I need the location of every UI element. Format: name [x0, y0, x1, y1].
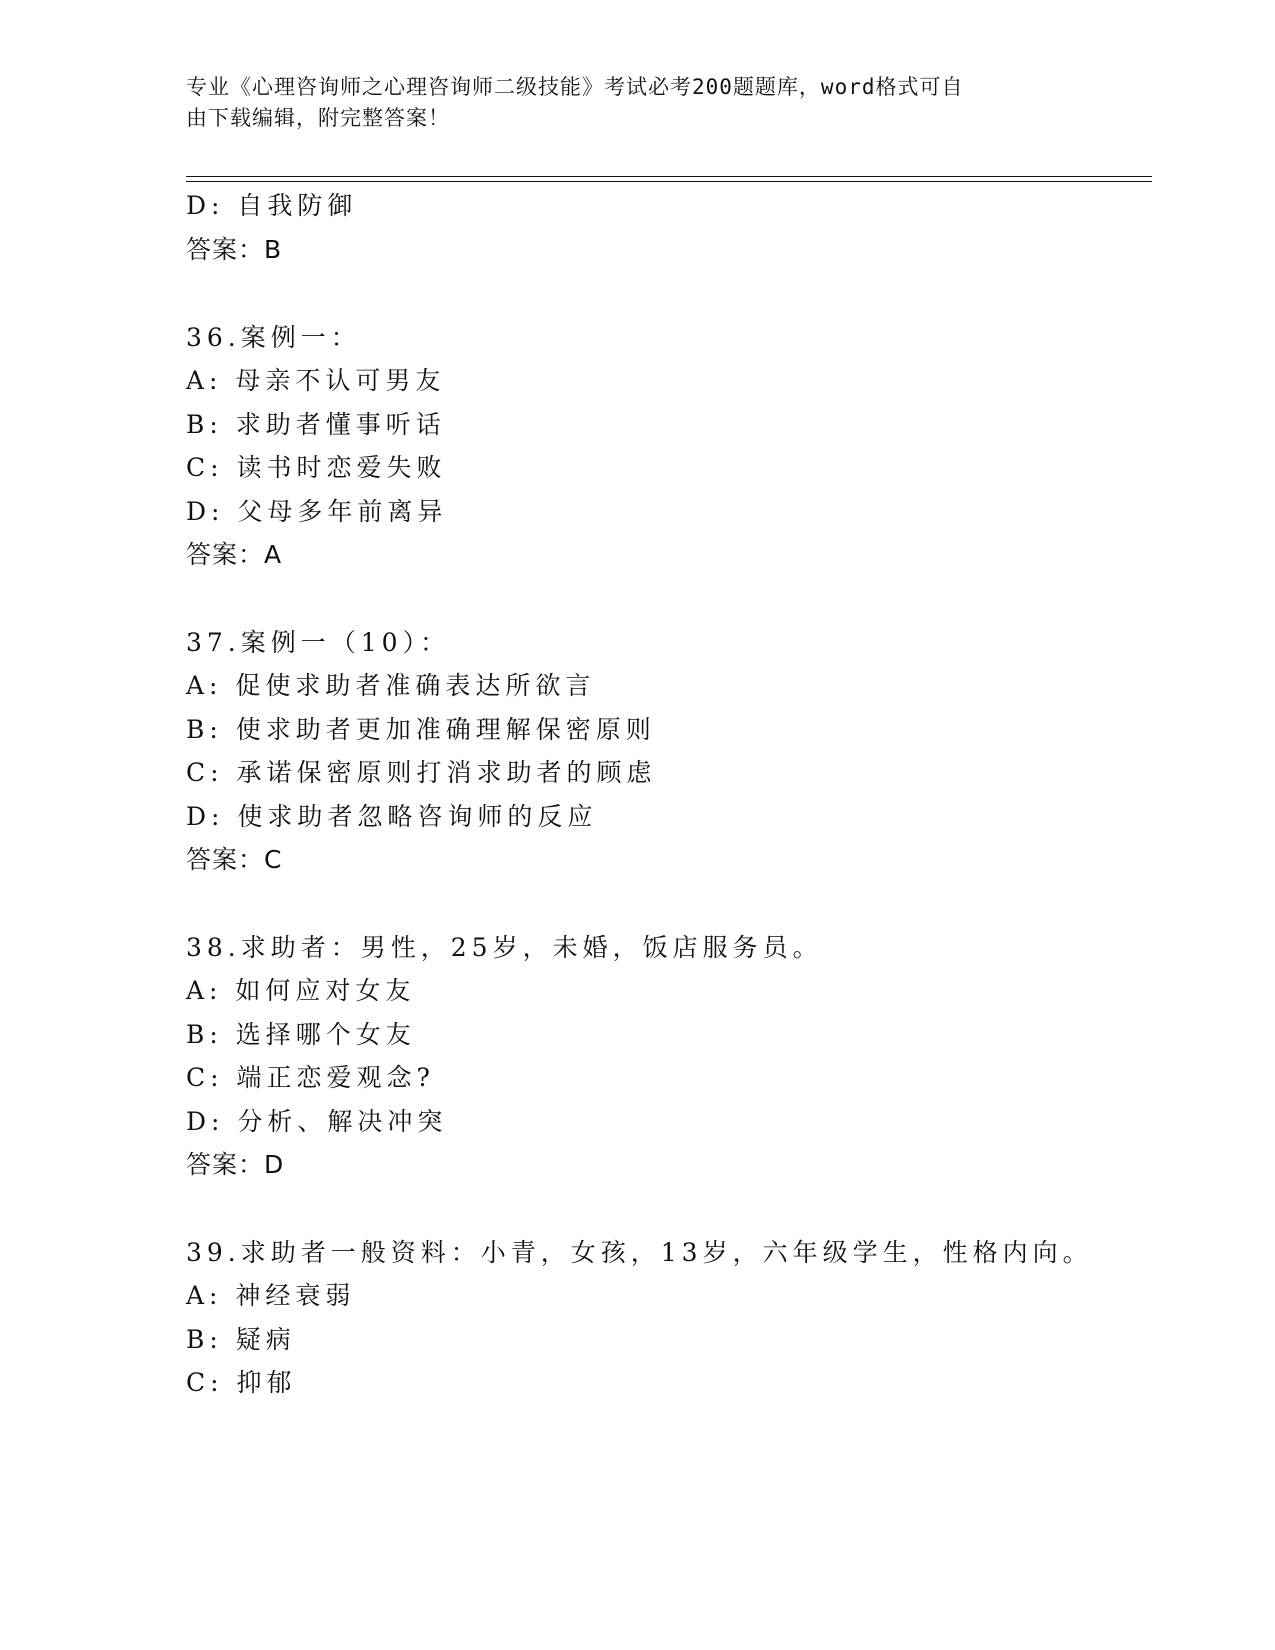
option-a: A: 促使求助者准确表达所欲言 — [186, 671, 596, 700]
option-b: B: 疑病 — [186, 1325, 296, 1354]
option-d: D: 分析、解决冲突 — [186, 1107, 448, 1136]
option-b: B: 使求助者更加准确理解保密原则 — [186, 715, 656, 744]
question-stem: 39.求助者一般资料：小青，女孩，13岁，六年级学生，性格内向。 — [186, 1238, 1093, 1267]
answer-line: 答案：B — [186, 235, 283, 264]
answer-line: 答案：C — [186, 845, 283, 874]
option-d: D: 自我防御 — [186, 191, 358, 220]
header-divider-bottom — [186, 181, 1152, 182]
answer-line: 答案：D — [186, 1150, 285, 1179]
option-c: C: 抑郁 — [186, 1368, 297, 1397]
option-d: D: 父母多年前离异 — [186, 497, 448, 526]
question-stem: 36.案例一： — [186, 323, 361, 352]
option-b: B: 求助者懂事听话 — [186, 410, 446, 439]
option-d: D: 使求助者忽略咨询师的反应 — [186, 802, 598, 831]
question-stem: 37.案例一（10）： — [186, 628, 451, 657]
document-header — [186, 72, 1066, 134]
option-a: A: 母亲不认可男友 — [186, 366, 446, 395]
option-c: C: 承诺保密原则打消求助者的顾虑 — [186, 758, 657, 787]
header-line-1: 专业《心理咨询师之心理咨询师二级技能》考试必考200题题库，word格式可自 — [186, 75, 964, 99]
option-a: A: 神经衰弱 — [186, 1281, 356, 1310]
answer-line: 答案：A — [186, 540, 283, 569]
header-line-2: 由下载编辑，附完整答案！ — [186, 106, 450, 130]
option-c: C: 端正恋爱观念? — [186, 1063, 435, 1092]
header-divider-top — [186, 176, 1152, 177]
option-c: C: 读书时恋爱失败 — [186, 453, 447, 482]
option-a: A: 如何应对女友 — [186, 976, 416, 1005]
option-b: B: 选择哪个女友 — [186, 1020, 416, 1049]
question-stem: 38.求助者：男性，25岁，未婚，饭店服务员。 — [186, 933, 823, 962]
